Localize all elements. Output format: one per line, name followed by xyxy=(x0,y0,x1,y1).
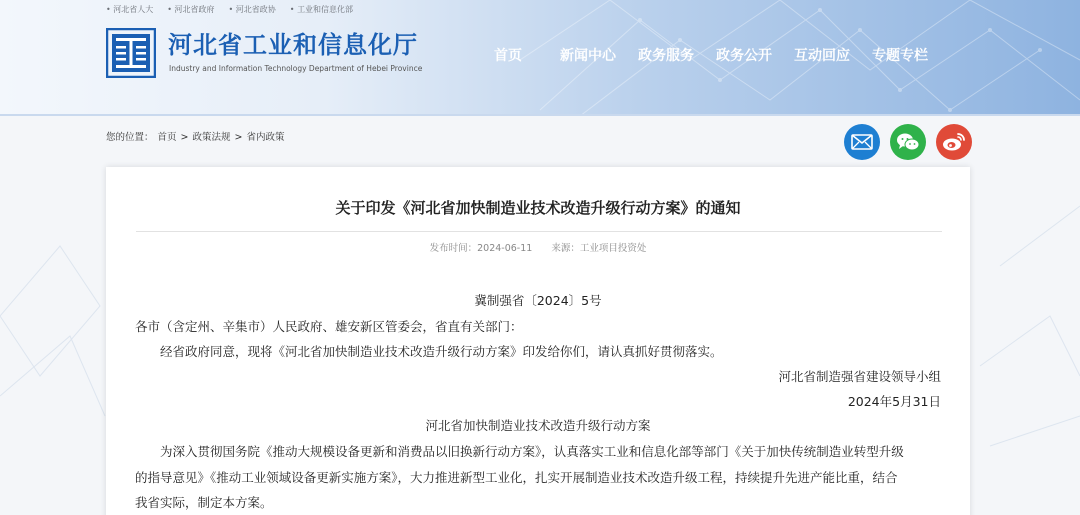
nav-news-center[interactable]: 新闻中心 xyxy=(560,48,616,64)
plan-title: 河北省加快制造业技术改造升级行动方案 xyxy=(425,418,651,433)
title-divider xyxy=(136,231,942,232)
nav-home[interactable]: 首页 xyxy=(494,48,522,64)
site-logo-icon[interactable] xyxy=(106,28,156,78)
main-nav xyxy=(494,46,928,66)
paragraph-line: 的指导意见》《推动工业领域设备更新实施方案》，大力推进新型工业化，扎实开展制造业技术改造升级工程，持续提升先进产能比重，结合 xyxy=(135,470,898,485)
paragraph-line: 我省实际，制定本方案。 xyxy=(135,495,273,510)
paragraph-line: 为深入贯彻国务院《推动大规模设备更新和消费品以旧换新行动方案》，认真落实工业和信息化部等部门《关于加快传统制造业转型升级 xyxy=(160,444,904,459)
publish-time: 发布时间：2024-06-11 xyxy=(429,243,533,254)
article-title: 关于印发《河北省加快制造业技术改造升级行动方案》的通知 xyxy=(335,199,741,217)
sign-date: 2024年5月31日 xyxy=(847,394,941,409)
nav-interaction[interactable]: 互动回应 xyxy=(794,48,850,64)
breadcrumb-policies[interactable]: 政策法规 xyxy=(192,132,231,143)
breadcrumb-separator: > xyxy=(180,132,189,143)
top-link-government[interactable]: • 河北省政府 xyxy=(167,4,214,16)
share-buttons xyxy=(844,124,972,160)
weibo-icon xyxy=(942,132,966,152)
document-number: 冀制强省〔2024〕5号 xyxy=(474,293,602,308)
nav-government-affairs[interactable]: 政务公开 xyxy=(716,48,772,64)
top-link-npc[interactable]: • 河北省人大 xyxy=(106,4,153,16)
nav-special-topics[interactable]: 专题专栏 xyxy=(872,48,928,64)
site-subtitle: Industry and Information Technology Department of Hebei Province xyxy=(169,64,423,73)
mail-icon xyxy=(851,134,873,150)
breadcrumb xyxy=(106,131,285,145)
wechat-icon xyxy=(896,132,920,152)
share-mail-button[interactable] xyxy=(844,124,880,160)
top-link-miit[interactable]: • 工业和信息化部 xyxy=(290,4,353,16)
site-title[interactable]: 河北省工业和信息化厅 xyxy=(168,31,418,59)
share-wechat-button[interactable] xyxy=(890,124,926,160)
top-link-cppcc[interactable]: • 河北省政协 xyxy=(229,4,276,16)
share-weibo-button[interactable] xyxy=(936,124,972,160)
article-card xyxy=(106,167,970,515)
breadcrumb-provincial-policies[interactable]: 省内政策 xyxy=(246,132,285,143)
recipients: 各市（含定州、辛集市）人民政府、雄安新区管委会，省直有关部门： xyxy=(135,319,523,334)
nav-government-services[interactable]: 政务服务 xyxy=(638,48,694,64)
breadcrumb-separator: > xyxy=(234,132,243,143)
notice-body: 经省政府同意，现将《河北省加快制造业技术改造升级行动方案》印发给你们，请认真抓好贯彻落实。 xyxy=(160,344,723,359)
top-links xyxy=(106,4,353,16)
breadcrumb-home[interactable]: 首页 xyxy=(157,132,177,143)
article-source: 来源：工业项目投资处 xyxy=(551,243,647,254)
site-header xyxy=(0,0,1080,116)
breadcrumb-label: 您的位置： xyxy=(106,132,154,143)
signer: 河北省制造强省建设领导小组 xyxy=(778,369,941,384)
article-meta xyxy=(106,240,970,254)
